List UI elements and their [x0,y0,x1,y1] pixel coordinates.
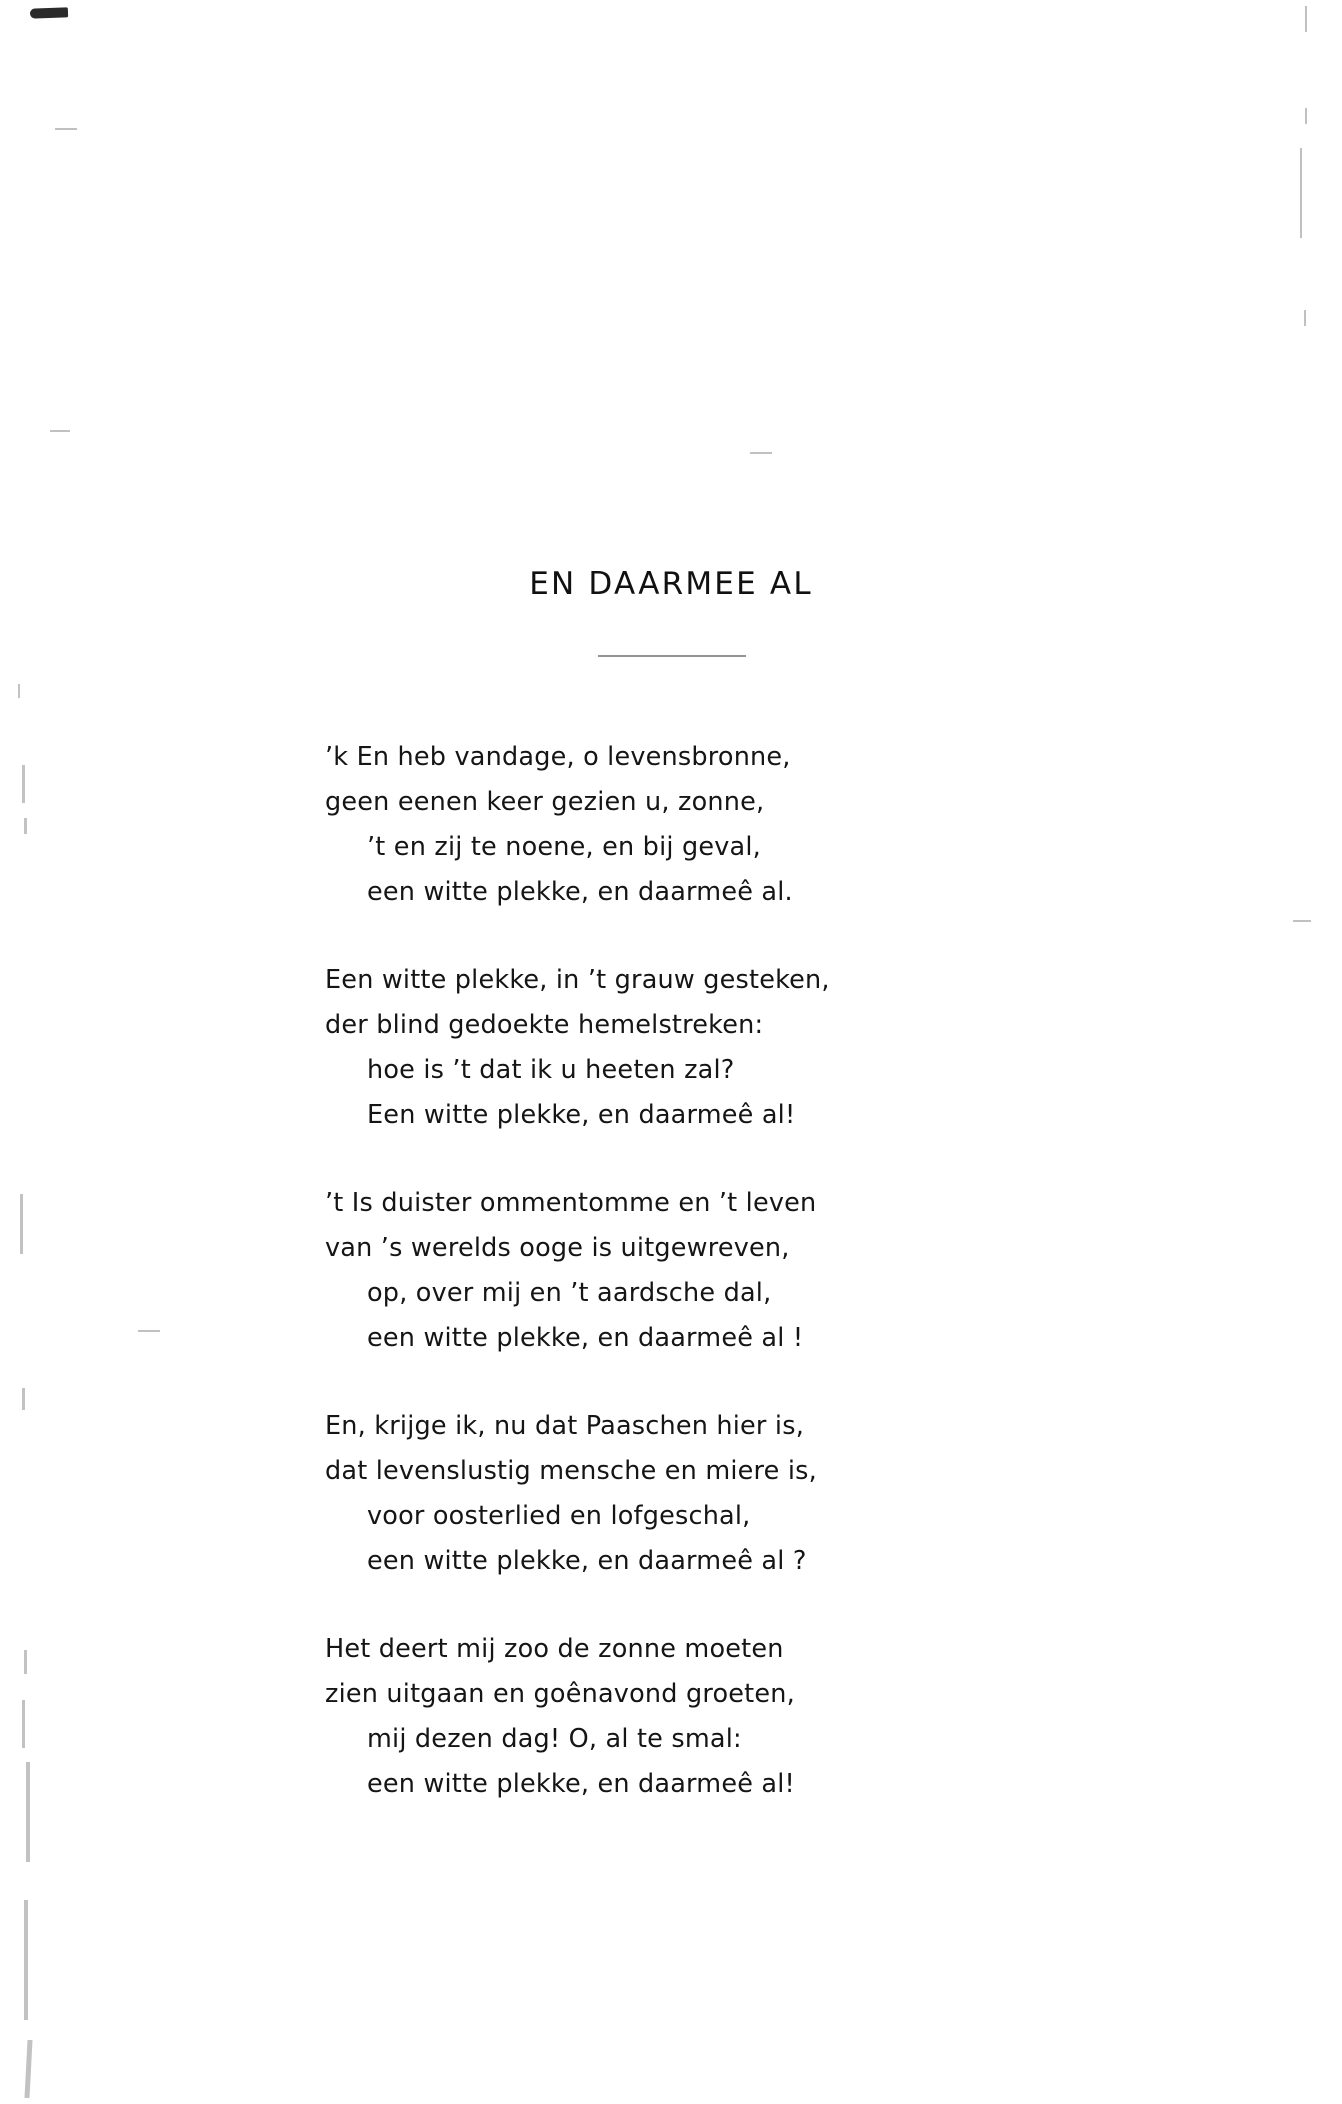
stanza [325,735,1085,915]
poem-line: ’k En heb vandage, o levensbronne, [325,742,791,772]
edge-streak-6 [24,1650,27,1674]
edge-streak-10 [24,2040,32,2098]
edge-streak-5 [22,1388,25,1410]
edge-streak-9 [24,1900,28,2020]
margin-tick-right-top [1305,6,1307,32]
margin-tick-center-top [750,452,772,454]
poem-body [325,735,1085,1850]
margin-tick-left-low [138,1330,160,1332]
stanza [325,958,1085,1138]
poem-line: geen eenen keer gezien u, zonne, [325,787,765,817]
poem-line: mij dezen dag! O, al te smal: [367,1724,742,1754]
page-corner-mark [30,7,68,18]
title-divider [598,655,746,657]
poem-line: Het deert mij zoo de zonne moeten [325,1634,784,1664]
margin-tick-right-lower [1293,920,1311,922]
poem-line: Een witte plekke, in ’t grauw gesteken, [325,965,830,995]
poem-line: hoe is ’t dat ik u heeten zal? [367,1055,735,1085]
stanza [325,1627,1085,1807]
margin-tick-right-upper [1305,108,1307,124]
poem-line: der blind gedoekte hemelstreken: [325,1010,764,1040]
poem-line: En, krijge ik, nu dat Paaschen hier is, [325,1411,805,1441]
poem-line: dat levenslustig mensche en miere is, [325,1456,817,1486]
poem-line: zien uitgaan en goênavond groeten, [325,1679,795,1709]
edge-streak-2 [22,765,25,803]
edge-streak-7 [22,1700,25,1748]
poem-line: een witte plekke, en daarmeê al. [367,877,793,907]
edge-streak-4 [20,1194,23,1254]
margin-line-right [1300,148,1302,238]
poem-line: ’t Is duister ommentomme en ’t leven [325,1188,817,1218]
edge-streak-3 [24,818,27,834]
poem-line: Een witte plekke, en daarmeê al! [367,1100,796,1130]
poem-line: ’t en zij te noene, en bij geval, [367,832,761,862]
poem-line: voor oosterlied en lofgeschal, [367,1501,751,1531]
poem-line: een witte plekke, en daarmeê al ! [367,1323,804,1353]
poem-line: een witte plekke, en daarmeê al ? [367,1546,807,1576]
margin-tick-top-left [55,128,77,130]
edge-streak-1 [18,684,20,698]
poem-line: een witte plekke, en daarmeê al! [367,1769,795,1799]
margin-tick-right-mid [1304,310,1306,326]
poem-line: op, over mij en ’t aardsche dal, [367,1278,772,1308]
stanza [325,1181,1085,1361]
page-title: EN DAARMEE AL [529,565,813,602]
margin-tick-left-mid [50,430,70,432]
edge-streak-8 [26,1762,30,1862]
poem-line: van ’s werelds ooge is uitgewreven, [325,1233,790,1263]
stanza [325,1404,1085,1584]
